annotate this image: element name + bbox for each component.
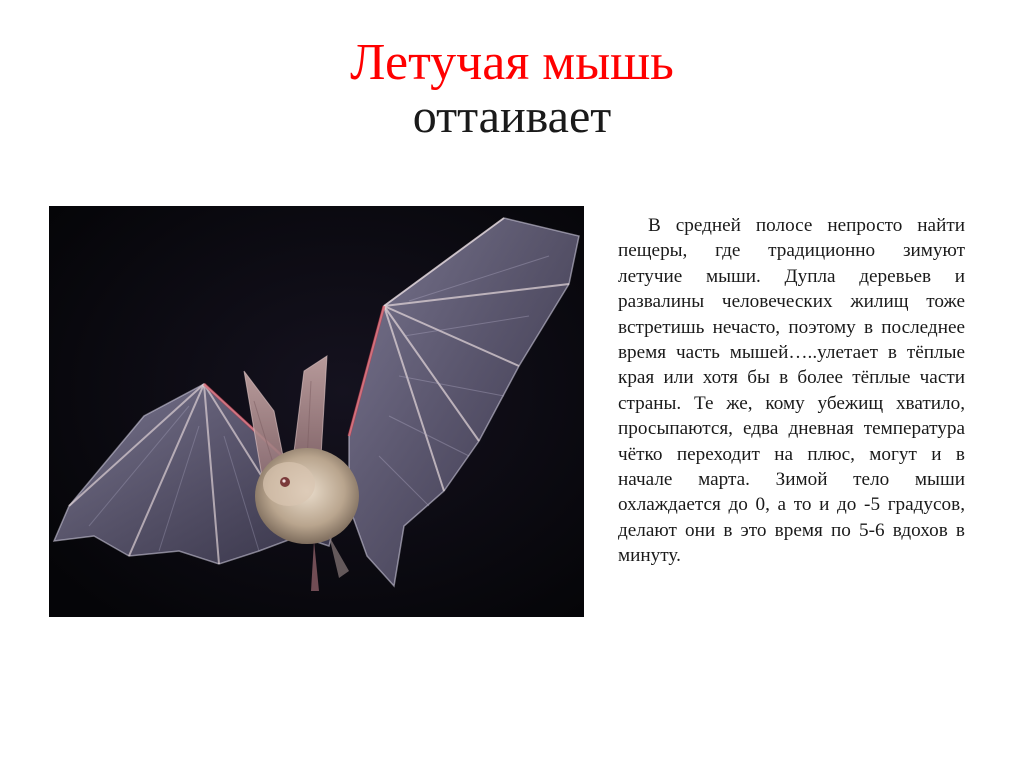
bat-photo: [49, 206, 584, 617]
bat-illustration: [49, 206, 584, 617]
title-line-1: Летучая мышь: [350, 34, 674, 91]
slide-title: [0, 34, 1024, 144]
body-paragraph: В средней полосе непросто найти пещеры, где традиционно зимуют летучие мыши. Дупла деревьев и развалины человеческих жилищ тоже встретишь нечасто, поэтому в последнее время часть мышей…..улетает в тёплые края или хотя бы в более тёплые части страны. Те же, кому убежищ хватило, просыпаются, едва дневная температура чётко переходит на плюс, могут и в начале марта. Зимой тело мыши охлаждается до 0, а то и до -5 градусов, делают они в это время по 5-6 вдохов в минуту.: [618, 215, 965, 567]
title-line-2: оттаивает: [412, 90, 612, 144]
